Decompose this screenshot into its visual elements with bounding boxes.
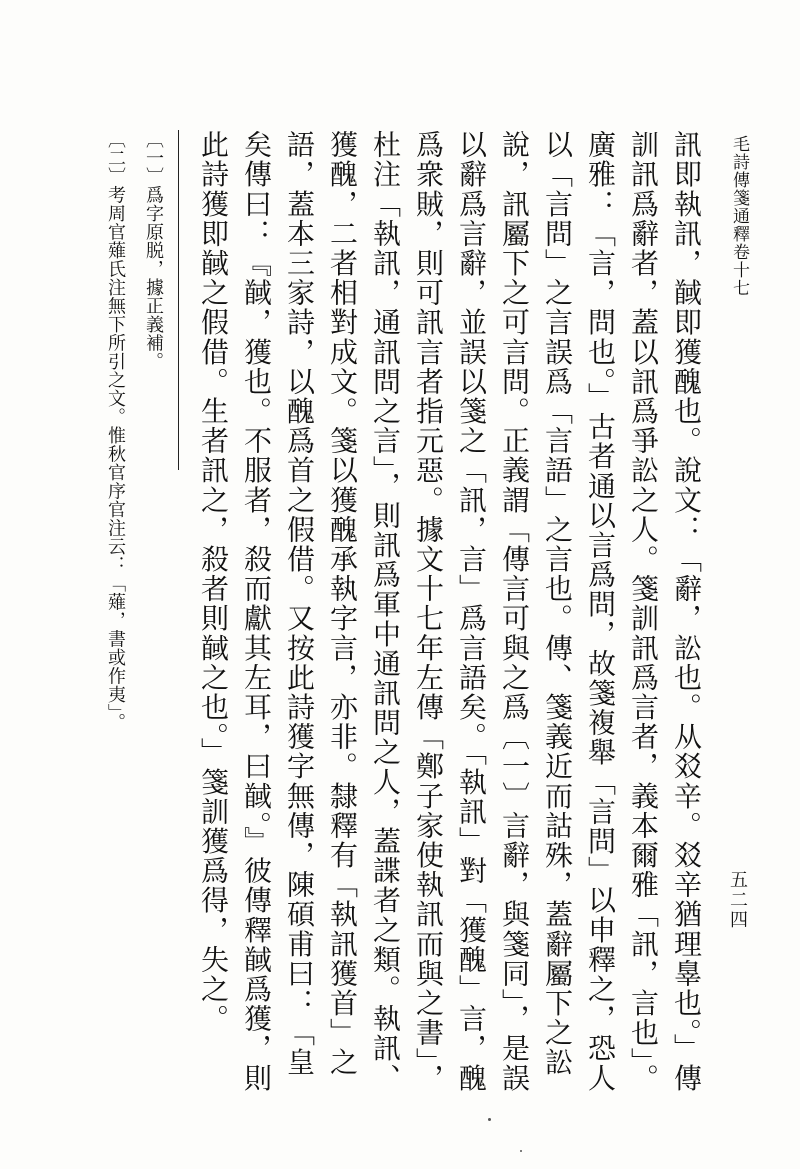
body-paragraph: 訊即執訊，馘即獲醜也。說文：「辭，訟也。从㸚辛。㸚辛猶理辠也。」傳訓訊爲辭者，蓋以訊爲爭訟之人。箋訓訊爲言者，義本爾雅「訊，言也」。廣雅：「言，問也。」古者通以言爲問，故箋複舉「言問」以申釋之，恐人以「言問」之言誤爲「言語」之言也。傳、箋義近而詁殊，蓋辭屬下之訟說，訊屬下之可言問。正義謂「傳言可與之爲〔一〕言辭，與箋同」，是誤以辭爲言辭，並誤以箋之「訊，言」爲言語矣。「執訊」對「獲醜」言，醜爲衆賊，則可訊言者指元惡。據文十七年左傳「鄭子家使執訊而與之書」，杜注「執訊，通訊問之言」，則訊爲軍中通訊問之人，蓋諜者之類。執訊、獲醜，二者相對成文。箋以獲醜承執字言，亦非。隸釋有「執訊獲首」之語，蓋本三家詩，以醜爲首之假借。又按此詩獲字無傳，陳碩甫曰：「皇矣傳曰：『馘，獲也。不服者，殺而獻其左耳，曰馘。』彼傳釋馘爲獲，則此詩獲即馘之假借。生者訊之，殺者則馘之也。」箋訓獲爲得，失之。 xyxy=(197,130,703,1093)
running-title: 毛詩傳箋通釋卷十七 xyxy=(729,135,749,297)
footnotes xyxy=(80,130,172,1110)
print-speck xyxy=(520,1150,522,1152)
footnote: 〔二〕考周官薙氏注無下所引之文。惟秋官序官注云：「薙，書或作夷」。 xyxy=(105,130,126,732)
footnote: 〔一〕爲字原脱，據正義補。 xyxy=(143,130,164,371)
page-number: 五二四 xyxy=(727,870,748,930)
body-paragraph xyxy=(188,130,192,1100)
print-speck xyxy=(488,1118,491,1121)
notes-divider xyxy=(178,130,179,470)
main-text xyxy=(188,130,708,1100)
